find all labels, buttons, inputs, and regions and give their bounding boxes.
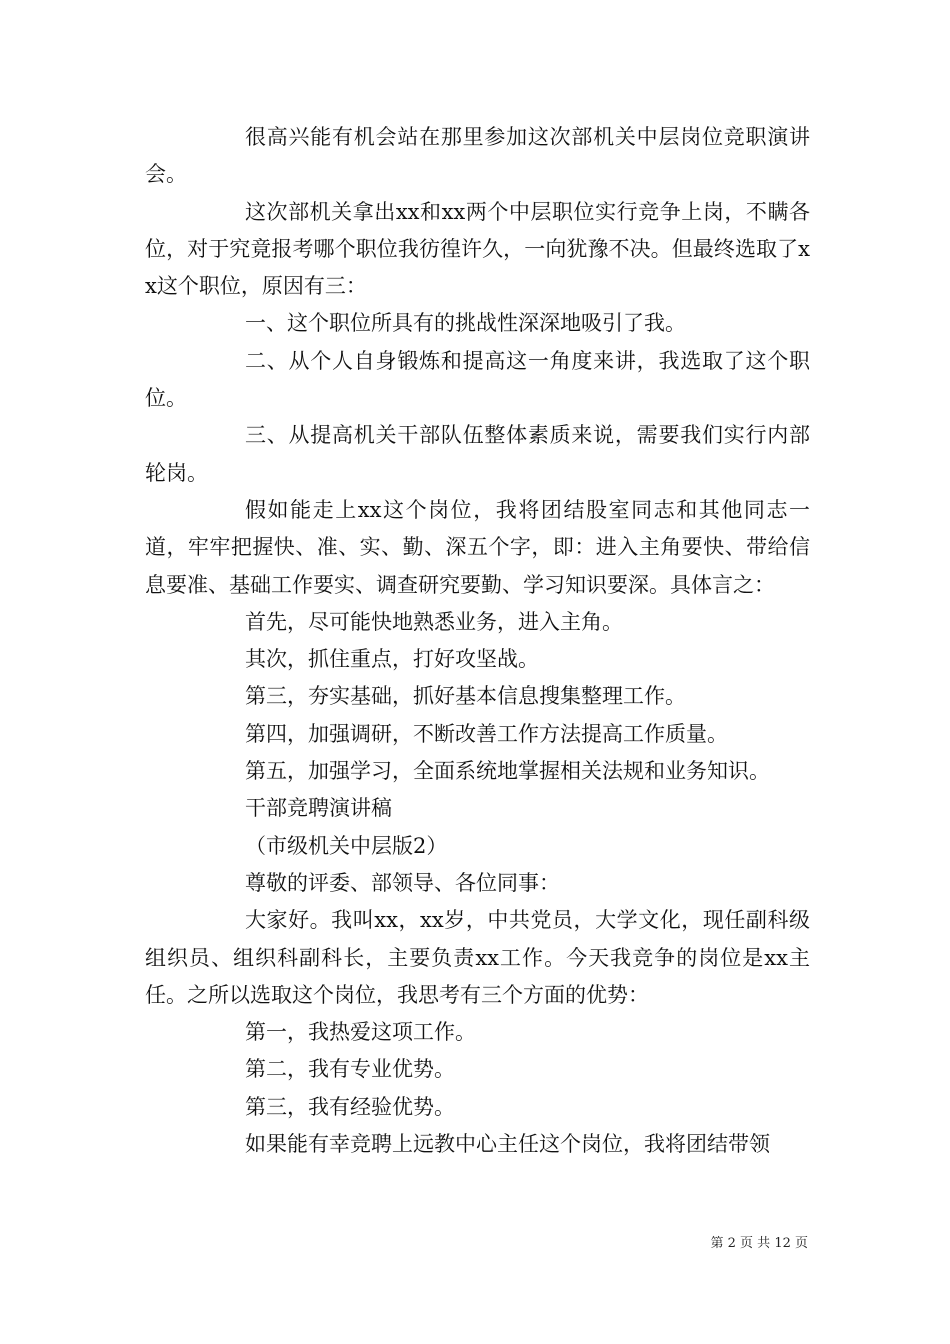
- salutation: 尊敬的评委、部领导、各位同事：: [245, 870, 560, 895]
- paragraph: 一、这个职位所具有的挑战性深深地吸引了我。: [245, 311, 686, 336]
- page-number: 第 2 页 共 12 页: [710, 1236, 808, 1251]
- paragraph: 第三，夯实基础，抓好基本信息搜集整理工作。: [245, 684, 686, 709]
- paragraph: 第四，加强调研，不断改善工作方法提高工作质量。: [245, 721, 728, 746]
- paragraph: 这次部机关拿出xx和xx两个中层职位实行竞争上岗，不瞒各位，对于究竟报考哪个职位我彷徨许久，一向犹豫不决。但最终选取了xx这个职位，原因有三：: [145, 199, 810, 299]
- paragraph: 二、从个人自身锻炼和提高这一角度来讲，我选取了这个职位。: [145, 348, 810, 411]
- document-body: [145, 119, 810, 1163]
- paragraph: 假如能走上xx这个岗位，我将团结股室同志和其他同志一道，牢牢把握快、准、实、勤、深五个字，即：进入主角要快、带给信息要准、基础工作要实、调查研究要勤、学习知识要深。具体言之：: [145, 497, 810, 597]
- paragraph: 如果能有幸竞聘上远教中心主任这个岗位，我将团结带领: [245, 1132, 770, 1157]
- paragraph: 第一，我热爱这项工作。: [245, 1020, 476, 1045]
- paragraph: 大家好。我叫xx，xx岁，中共党员，大学文化，现任副科级组织员、组织科副科长，主要负责xx工作。今天我竞争的岗位是xx主任。之所以选取这个岗位，我思考有三个方面的优势：: [145, 908, 810, 1007]
- paragraph: 三、从提高机关干部队伍整体素质来说，需要我们实行内部轮岗。: [145, 423, 810, 485]
- paragraph: 第五，加强学习，全面系统地掌握相关法规和业务知识。: [245, 759, 770, 784]
- paragraph: 其次，抓住重点，打好攻坚战。: [245, 647, 539, 672]
- paragraph: 第二，我有专业优势。: [245, 1057, 455, 1082]
- paragraph: 第三，我有经验优势。: [245, 1094, 455, 1119]
- paragraph: 很高兴能有机会站在那里参加这次部机关中层岗位竞职演讲会。: [145, 125, 810, 187]
- section-subtitle: （市级机关中层版2）: [245, 833, 448, 858]
- paragraph: 首先，尽可能快地熟悉业务，进入主角。: [245, 609, 623, 634]
- section-title: 干部竞聘演讲稿: [245, 796, 392, 821]
